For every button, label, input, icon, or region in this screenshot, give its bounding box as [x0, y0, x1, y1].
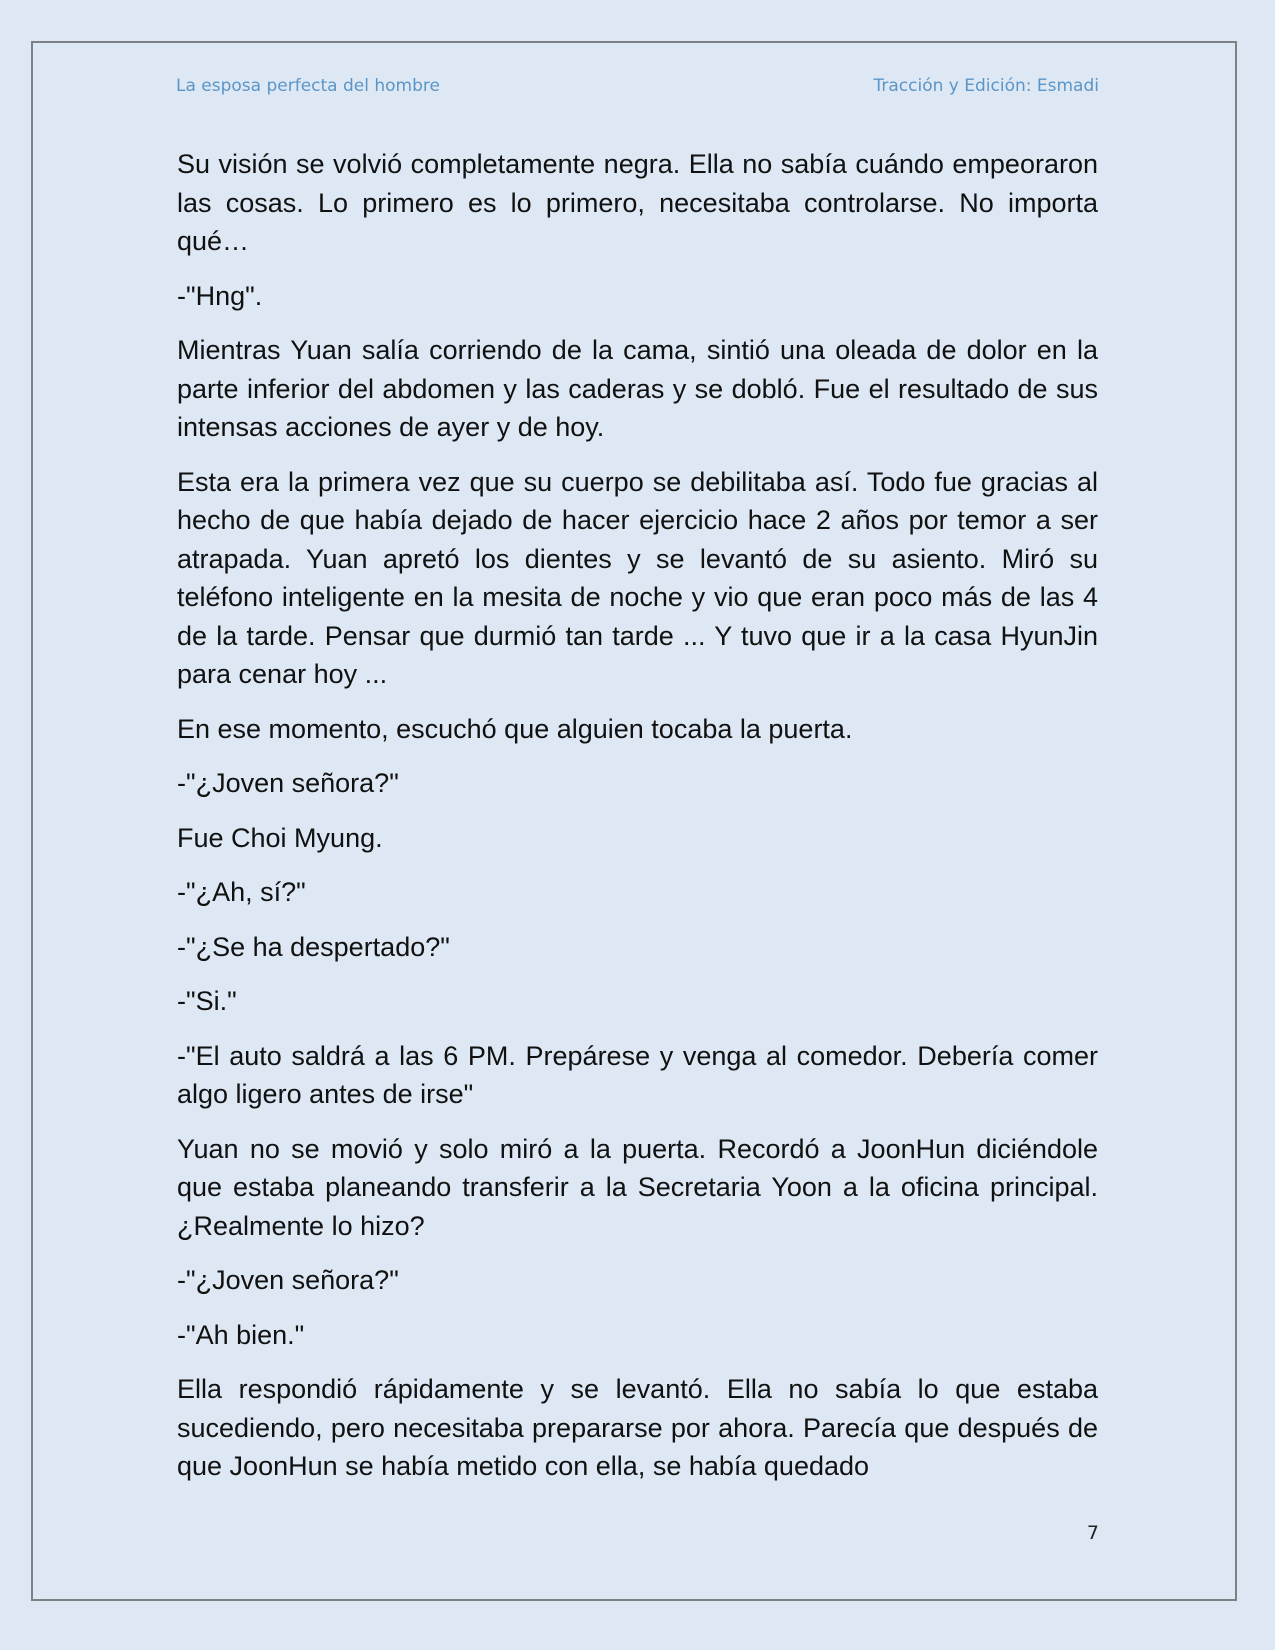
paragraph: Fue Choi Myung.: [177, 822, 383, 853]
paragraph: -"Si.": [177, 986, 237, 1016]
paragraph: -"¿Se ha despertado?": [177, 931, 450, 962]
paragraph: -"Hng".: [177, 280, 263, 311]
paragraph: En ese momento, escuchó que alguien tocaba la puerta.: [177, 713, 853, 744]
paragraph: -"¿Joven señora?": [177, 1265, 399, 1295]
paragraph: -"¿Ah, sí?": [177, 877, 306, 907]
paragraph: -"¿Joven señora?": [177, 768, 399, 798]
paragraph: Su visión se volvió completamente negra. Ella no sabía cuándo empeoraron las cosas. Lo primero es lo primero, necesitaba controlarse. No importa qué…: [177, 149, 1098, 256]
running-header: [176, 74, 1099, 98]
paragraph: Yuan no se movió y solo miró a la puerta. Recordó a JoonHun diciéndole que estaba planeando transferir a la Secretaria Yoon a la oficina principal. ¿Realmente lo hizo?: [177, 1133, 1098, 1241]
paragraph: Ella respondió rápidamente y se levantó. Ella no sabía lo que estaba sucediendo, pero necesitaba prepararse por ahora. Parecía que después de que JoonHun se había metido con ella, se había quedado: [177, 1374, 1098, 1481]
body-text: [177, 145, 1098, 1502]
paragraph: Mientras Yuan salía corriendo de la cama, sintió una oleada de dolor en la parte inferior del abdomen y las caderas y se dobló. Fue el resultado de sus intensas acciones de ayer y de hoy.: [177, 335, 1098, 442]
paragraph: -"Ah bien.": [177, 1319, 305, 1350]
page-number: 7: [1086, 1522, 1099, 1544]
header-book-title: La esposa perfecta del hombre: [176, 76, 440, 96]
header-credit: Tracción y Edición: Esmadi: [873, 76, 1099, 96]
paragraph: -"El auto saldrá a las 6 PM. Prepárese y venga al comedor. Debería comer algo ligero antes de irse": [177, 1040, 1098, 1109]
paragraph: Esta era la primera vez que su cuerpo se debilitaba así. Todo fue gracias al hecho de que había dejado de hacer ejercicio hace 2 años por temor a ser atrapada. Yuan apretó los dientes y se levantó de su asiento. Miró su teléfono inteligente en la mesita de noche y vio que eran poco más de las 4 de la tarde. Pensar que durmió tan tarde ... Y tuvo que ir a la casa HyunJin para cenar hoy ...: [177, 466, 1098, 689]
